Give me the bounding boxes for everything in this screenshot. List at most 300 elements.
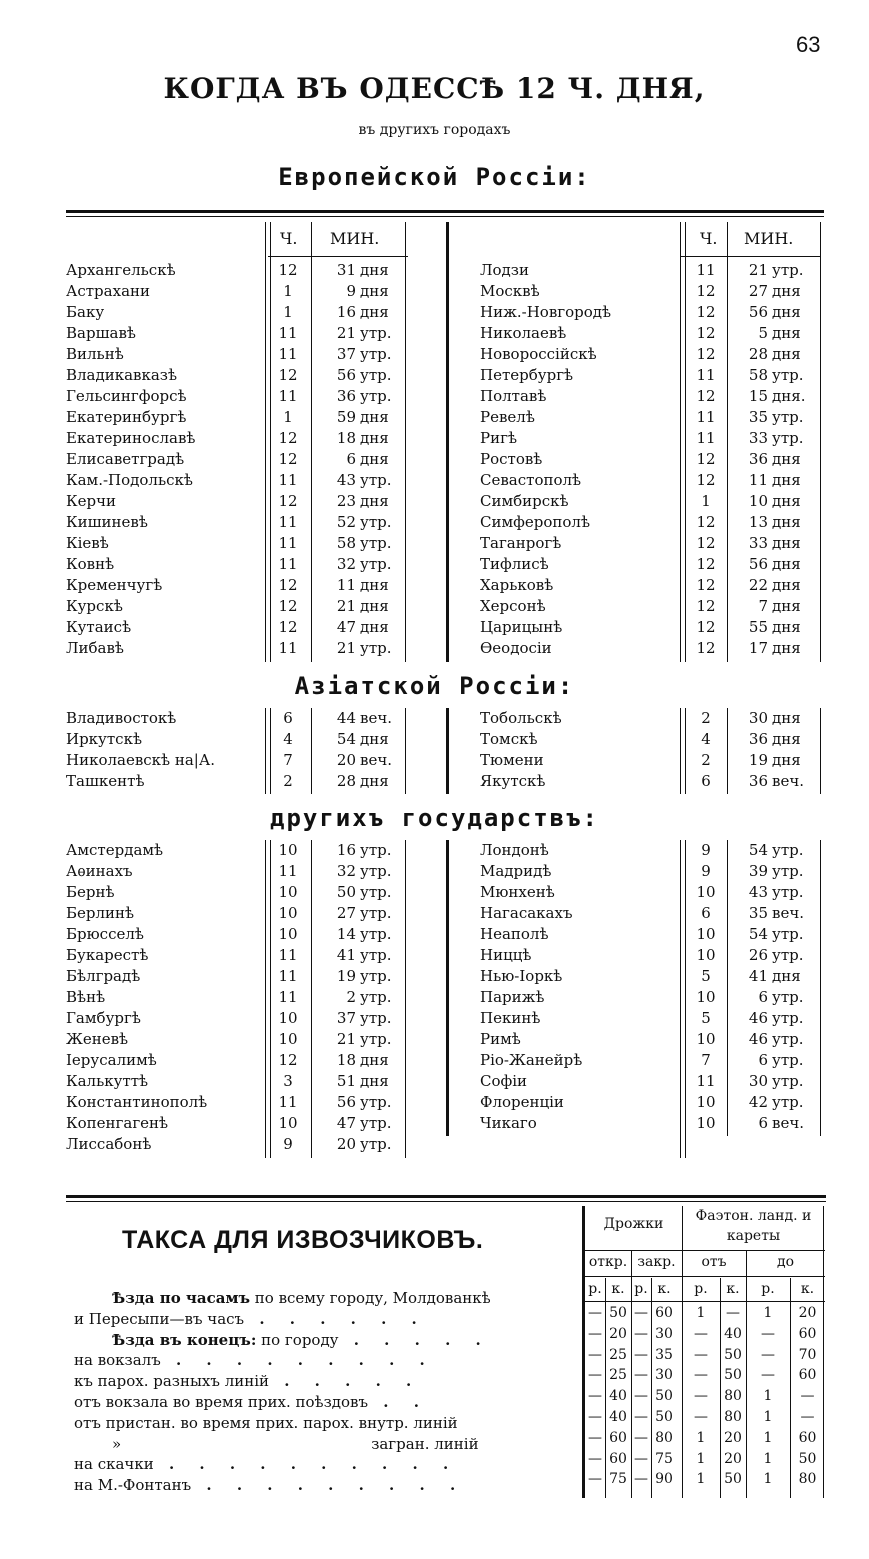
minutes-value: 21 <box>336 597 356 615</box>
minutes-value: 46 <box>748 1030 768 1048</box>
taxa-line <box>74 1371 584 1392</box>
hour-value: 5 <box>701 1009 711 1027</box>
table-row <box>66 945 824 966</box>
hour-value: 7 <box>283 751 293 769</box>
price-cell: 60 <box>609 1429 627 1446</box>
price-cell: 1 <box>763 1305 773 1321</box>
city-name: Вильнѣ <box>66 345 124 363</box>
hour-value: 11 <box>696 366 716 384</box>
table-row <box>66 882 824 903</box>
city-name: Лодзи <box>480 261 529 279</box>
minutes-value: 56 <box>336 1093 356 1111</box>
droshki-header: Дрожки <box>603 1216 664 1232</box>
minutes-value: 18 <box>336 1051 356 1069</box>
minutes-value: 7 <box>758 597 768 615</box>
minutes-value: 35 <box>748 408 768 426</box>
price-cell: 1 <box>763 1450 773 1467</box>
hour-value: 10 <box>278 1030 298 1048</box>
period-value: дня <box>772 751 801 769</box>
taxa-text: на скачки <box>74 1455 154 1474</box>
minutes-value: 21 <box>336 324 356 342</box>
hour-value: 12 <box>278 261 298 279</box>
city-name: Гамбургѣ <box>66 1009 141 1027</box>
city-name: Кіевѣ <box>66 534 109 552</box>
taxa-text: по всему городу, Молдованкѣ <box>250 1289 491 1307</box>
price-cell: 40 <box>724 1325 742 1342</box>
price-cell: — <box>634 1450 648 1467</box>
hour-value: 6 <box>283 709 293 727</box>
minutes-value: 32 <box>336 862 356 880</box>
city-name: Брюсселѣ <box>66 925 144 943</box>
hour-value: 12 <box>278 618 298 636</box>
table-row <box>66 1008 824 1029</box>
minutes-value: 37 <box>336 1009 356 1027</box>
hour-value: 12 <box>278 597 298 615</box>
hour-value: 12 <box>696 513 716 531</box>
minutes-value: 43 <box>748 883 768 901</box>
period-value: утр. <box>772 366 804 384</box>
hour-value: 10 <box>696 946 716 964</box>
minutes-value: 30 <box>748 1072 768 1090</box>
city-name: Ростовѣ <box>480 450 543 468</box>
price-cell: 50 <box>724 1367 742 1384</box>
minutes-value: 36 <box>336 387 356 405</box>
ot-header: отъ <box>701 1254 727 1270</box>
period-value: дня <box>772 471 801 489</box>
price-cell: 50 <box>655 1408 673 1425</box>
city-name: Неаполѣ <box>480 925 549 943</box>
price-cell: — <box>634 1388 648 1405</box>
hour-value: 6 <box>701 772 711 790</box>
hour-value: 10 <box>696 925 716 943</box>
table-row <box>66 708 824 729</box>
city-name: Ниццѣ <box>480 946 532 964</box>
price-cell: 80 <box>724 1388 742 1405</box>
hour-value: 12 <box>696 576 716 594</box>
price-cell: 20 <box>798 1305 817 1321</box>
minutes-value: 28 <box>748 345 768 363</box>
period-value: дня <box>772 730 801 748</box>
period-value: дня. <box>772 387 806 405</box>
taxa-bold: Ѣзда по часамъ <box>112 1289 251 1307</box>
minutes-value: 28 <box>336 772 356 790</box>
hour-value: 2 <box>701 751 711 769</box>
price-cell: — <box>694 1325 708 1342</box>
hour-value: 1 <box>283 303 293 321</box>
tariff-top-rule <box>66 1195 826 1198</box>
table-row <box>66 575 824 596</box>
period-value: утр. <box>772 988 804 1006</box>
minutes-value: 6 <box>758 1114 768 1132</box>
city-name: Харьковѣ <box>480 576 554 594</box>
period-value: утр. <box>360 1009 392 1027</box>
period-value: утр. <box>360 883 392 901</box>
city-name: Керчи <box>66 492 117 510</box>
period-value: утр. <box>772 925 804 943</box>
city-name: Берлинѣ <box>66 904 135 922</box>
hour-value: 11 <box>278 534 298 552</box>
period-value: веч. <box>772 772 805 790</box>
period-value: дня <box>772 303 801 321</box>
price-cell: — <box>634 1325 648 1342</box>
period-value: дня <box>360 1072 389 1090</box>
period-value: утр. <box>360 534 392 552</box>
hour-value: 5 <box>701 967 711 985</box>
city-name: Новороссійскѣ <box>480 345 597 363</box>
period-value: утр. <box>772 1030 804 1048</box>
foreign-table <box>66 840 824 1155</box>
minutes-value: 42 <box>748 1093 768 1111</box>
city-name: Лондонѣ <box>480 841 549 859</box>
hour-value: 12 <box>278 576 298 594</box>
minutes-value: 44 <box>336 709 356 727</box>
minutes-value: 17 <box>748 639 768 657</box>
minutes-value: 20 <box>336 1135 356 1153</box>
minutes-value: 41 <box>336 946 356 964</box>
city-name: Москвѣ <box>480 282 540 300</box>
period-value: дня <box>360 618 389 636</box>
price-cell: 1 <box>763 1429 773 1446</box>
hour-value: 11 <box>278 387 298 405</box>
city-name: Елисаветградѣ <box>66 450 185 468</box>
hour-value: 11 <box>278 513 298 531</box>
hour-value: 11 <box>278 471 298 489</box>
price-cell: 75 <box>609 1471 627 1488</box>
table-row <box>66 491 824 512</box>
taxa-line <box>74 1454 584 1475</box>
period-value: утр. <box>772 408 804 426</box>
minutes-value: 18 <box>336 429 356 447</box>
city-name: Якутскѣ <box>480 772 546 790</box>
tariff-row <box>585 1449 825 1470</box>
hour-value: 10 <box>696 1030 716 1048</box>
price-cell: — <box>800 1388 815 1405</box>
tariff-head-middle <box>585 1251 825 1275</box>
taxa-line <box>74 1392 584 1413</box>
city-name: Николаевскѣ на|А. <box>66 751 215 769</box>
city-name: Пекинѣ <box>480 1009 541 1027</box>
price-cell: 1 <box>763 1471 773 1488</box>
table-row <box>66 617 824 638</box>
price-cell: 70 <box>798 1346 817 1363</box>
minutes-value: 54 <box>336 730 356 748</box>
taxa-text: по городу <box>256 1330 339 1349</box>
price-cell: — <box>694 1346 708 1363</box>
taxa-text: и Пересыпи—въ часъ <box>74 1309 245 1328</box>
taxa-text: загран. линій <box>371 1434 479 1453</box>
hour-value: 12 <box>696 639 716 657</box>
taxa-text: » <box>112 1434 122 1453</box>
price-cell: 80 <box>655 1429 673 1446</box>
price-cell: — <box>726 1305 740 1321</box>
hour-value: 10 <box>696 1114 716 1132</box>
period-value: утр. <box>360 639 392 657</box>
period-value: утр. <box>360 946 392 964</box>
price-cell: 1 <box>763 1388 773 1405</box>
taxa-text: на М.-Фонтанъ <box>74 1476 192 1495</box>
price-cell: 25 <box>609 1346 627 1363</box>
period-value: утр. <box>360 925 392 943</box>
price-cell: — <box>634 1408 648 1425</box>
page-subtitle: въ другихъ городахъ <box>358 122 511 138</box>
city-name: Мюнхенѣ <box>480 883 555 901</box>
price-cell: — <box>588 1388 602 1405</box>
period-value: дня <box>772 967 801 985</box>
period-value: дня <box>360 303 389 321</box>
price-cell: 75 <box>655 1450 673 1467</box>
minutes-value: 19 <box>336 967 356 985</box>
city-name: Архангельскѣ <box>66 261 176 279</box>
unit-r: р. <box>761 1281 775 1297</box>
price-cell: 20 <box>609 1325 627 1342</box>
hour-value: 12 <box>696 324 716 342</box>
leader-dots: . . <box>368 1392 429 1411</box>
table-row <box>66 533 824 554</box>
phaeton-header: Фаэтон. ланд. и кареты <box>695 1208 812 1244</box>
period-value: дня <box>360 261 389 279</box>
price-cell: 1 <box>696 1450 706 1467</box>
taxa-line <box>74 1330 584 1351</box>
section-title-foreign: другихъ государствъ: <box>270 804 599 832</box>
period-value: дня <box>772 576 801 594</box>
hour-value: 11 <box>278 988 298 1006</box>
minutes-value: 36 <box>748 450 768 468</box>
city-name: Ріо-Жанейрѣ <box>480 1051 583 1069</box>
period-value: дня <box>772 324 801 342</box>
period-value: утр. <box>772 1093 804 1111</box>
price-cell: — <box>588 1305 602 1321</box>
taxa-line <box>74 1434 584 1455</box>
minutes-value: 52 <box>336 513 356 531</box>
city-name: Копенгагенѣ <box>66 1114 169 1132</box>
minutes-value: 36 <box>748 730 768 748</box>
asia-table <box>66 708 824 792</box>
city-name: Іерусалимѣ <box>66 1051 157 1069</box>
period-value: утр. <box>360 555 392 573</box>
hour-value: 2 <box>283 772 293 790</box>
period-value: дня <box>772 492 801 510</box>
table-row <box>66 407 824 428</box>
hour-value: 12 <box>696 450 716 468</box>
city-name: Ревелѣ <box>480 408 535 426</box>
period-value: утр. <box>360 904 392 922</box>
hour-value: 4 <box>701 730 711 748</box>
city-name: Аѳинахъ <box>66 862 133 880</box>
period-value: веч. <box>360 751 393 769</box>
period-value: дня <box>360 772 389 790</box>
city-name: Калькуттѣ <box>66 1072 149 1090</box>
table-row <box>66 554 824 575</box>
period-value: веч. <box>772 1114 805 1132</box>
minutes-value: 46 <box>748 1009 768 1027</box>
price-cell: — <box>588 1325 602 1342</box>
minutes-value: 13 <box>748 513 768 531</box>
price-cell: — <box>694 1388 708 1405</box>
period-value: дня <box>772 555 801 573</box>
hour-value: 1 <box>701 492 711 510</box>
city-name: Амстердамѣ <box>66 841 164 859</box>
hour-value: 12 <box>696 282 716 300</box>
price-cell: — <box>588 1346 602 1363</box>
city-name: Римѣ <box>480 1030 521 1048</box>
table-row <box>66 903 824 924</box>
header-underline-right <box>680 256 820 257</box>
period-value: дня <box>772 345 801 363</box>
city-name: Ѳеодосіи <box>480 639 552 657</box>
price-cell: 25 <box>609 1367 627 1384</box>
unit-r: р. <box>694 1281 708 1297</box>
period-value: утр. <box>360 988 392 1006</box>
period-value: утр. <box>772 1072 804 1090</box>
city-name: Либавѣ <box>66 639 124 657</box>
tariff-row <box>585 1386 825 1407</box>
city-name: Ковнѣ <box>66 555 115 573</box>
taxa-line <box>74 1309 584 1330</box>
city-name: Севастополѣ <box>480 471 582 489</box>
city-name: Томскѣ <box>480 730 538 748</box>
period-value: утр. <box>772 862 804 880</box>
city-name: Кременчугѣ <box>66 576 163 594</box>
table-row <box>66 302 824 323</box>
price-cell: — <box>761 1325 775 1342</box>
city-name: Варшавѣ <box>66 324 136 342</box>
unit-k: к. <box>800 1281 815 1297</box>
table-row <box>66 750 824 771</box>
hour-value: 10 <box>278 1009 298 1027</box>
city-name: Чикаго <box>480 1114 537 1132</box>
taxa-descriptions <box>74 1288 584 1496</box>
table-row <box>66 1071 824 1092</box>
price-cell: 40 <box>609 1408 627 1425</box>
city-name: Ригѣ <box>480 429 517 447</box>
tariff-hline <box>585 1301 825 1302</box>
hour-value: 12 <box>278 1051 298 1069</box>
price-cell: 20 <box>724 1450 742 1467</box>
hour-value: 10 <box>696 883 716 901</box>
taxa-line <box>74 1350 584 1371</box>
tariff-row <box>585 1407 825 1428</box>
table-row <box>66 512 824 533</box>
minutes-value: 6 <box>346 450 356 468</box>
minutes-value: 50 <box>336 883 356 901</box>
minutes-value: 30 <box>748 709 768 727</box>
minutes-value: 19 <box>748 751 768 769</box>
minutes-value: 21 <box>748 261 768 279</box>
hour-value: 12 <box>278 492 298 510</box>
hour-value: 11 <box>696 261 716 279</box>
period-value: дня <box>772 639 801 657</box>
table-row <box>66 428 824 449</box>
price-cell: — <box>634 1305 648 1321</box>
minutes-value: 58 <box>336 534 356 552</box>
period-value: дня <box>772 513 801 531</box>
hour-value: 10 <box>278 925 298 943</box>
hour-value: 11 <box>696 408 716 426</box>
city-name: Гельсингфорсѣ <box>66 387 187 405</box>
price-cell: 50 <box>798 1450 817 1467</box>
minutes-value: 41 <box>748 967 768 985</box>
period-value: утр. <box>772 946 804 964</box>
minutes-header-left: МИН. <box>330 229 380 248</box>
period-value: утр. <box>772 883 804 901</box>
price-cell: 20 <box>724 1429 742 1446</box>
minutes-value: 36 <box>748 772 768 790</box>
period-value: утр. <box>360 471 392 489</box>
minutes-value: 33 <box>748 429 768 447</box>
period-value: утр. <box>772 1009 804 1027</box>
minutes-value: 54 <box>748 925 768 943</box>
hour-value: 11 <box>278 324 298 342</box>
minutes-value: 26 <box>748 946 768 964</box>
minutes-value: 22 <box>748 576 768 594</box>
price-cell: — <box>761 1346 775 1363</box>
city-name: Баку <box>66 303 105 321</box>
hour-value: 9 <box>701 841 711 859</box>
period-value: утр. <box>772 841 804 859</box>
period-value: дня <box>772 450 801 468</box>
price-cell: 1 <box>696 1305 706 1321</box>
hour-value: 11 <box>278 345 298 363</box>
hour-value: 12 <box>278 450 298 468</box>
city-name: Ниж.-Новгородѣ <box>480 303 612 321</box>
page-number: 63 <box>796 32 821 57</box>
hour-value: 12 <box>696 597 716 615</box>
city-name: Симбирскѣ <box>480 492 569 510</box>
hour-value: 4 <box>283 730 293 748</box>
period-value: утр. <box>360 324 392 342</box>
do-header: до <box>776 1254 795 1270</box>
hour-value: 11 <box>696 429 716 447</box>
hour-value: 1 <box>283 282 293 300</box>
price-cell: 80 <box>798 1471 817 1488</box>
minutes-value: 16 <box>336 841 356 859</box>
minutes-value: 58 <box>748 366 768 384</box>
hour-value: 10 <box>278 883 298 901</box>
hour-value: 10 <box>278 841 298 859</box>
period-value: дня <box>360 1051 389 1069</box>
table-row <box>66 281 824 302</box>
minutes-value: 56 <box>748 555 768 573</box>
hour-value: 11 <box>278 639 298 657</box>
price-cell: 1 <box>763 1408 773 1425</box>
city-name: Софіи <box>480 1072 528 1090</box>
period-value: веч. <box>360 709 393 727</box>
column-header-row <box>66 225 824 257</box>
hour-value: 11 <box>696 1072 716 1090</box>
price-cell: 50 <box>609 1305 627 1321</box>
minutes-value: 47 <box>336 1114 356 1132</box>
hour-value: 12 <box>696 534 716 552</box>
minutes-value: 9 <box>346 282 356 300</box>
tariff-row <box>585 1324 825 1345</box>
table-row <box>66 1113 824 1134</box>
price-cell: — <box>634 1429 648 1446</box>
table-row <box>66 729 824 750</box>
price-cell: — <box>634 1346 648 1363</box>
tariff-row <box>585 1365 825 1386</box>
period-value: дня <box>360 730 389 748</box>
hour-value: 12 <box>278 429 298 447</box>
hour-header-right: Ч. <box>700 229 718 248</box>
city-name: Бернѣ <box>66 883 115 901</box>
hour-value: 9 <box>283 1135 293 1153</box>
city-name: Николаевѣ <box>480 324 567 342</box>
hour-value: 10 <box>696 1093 716 1111</box>
price-cell: 60 <box>798 1367 817 1384</box>
minutes-value: 11 <box>336 576 356 594</box>
minutes-value: 47 <box>336 618 356 636</box>
table-row <box>66 861 824 882</box>
